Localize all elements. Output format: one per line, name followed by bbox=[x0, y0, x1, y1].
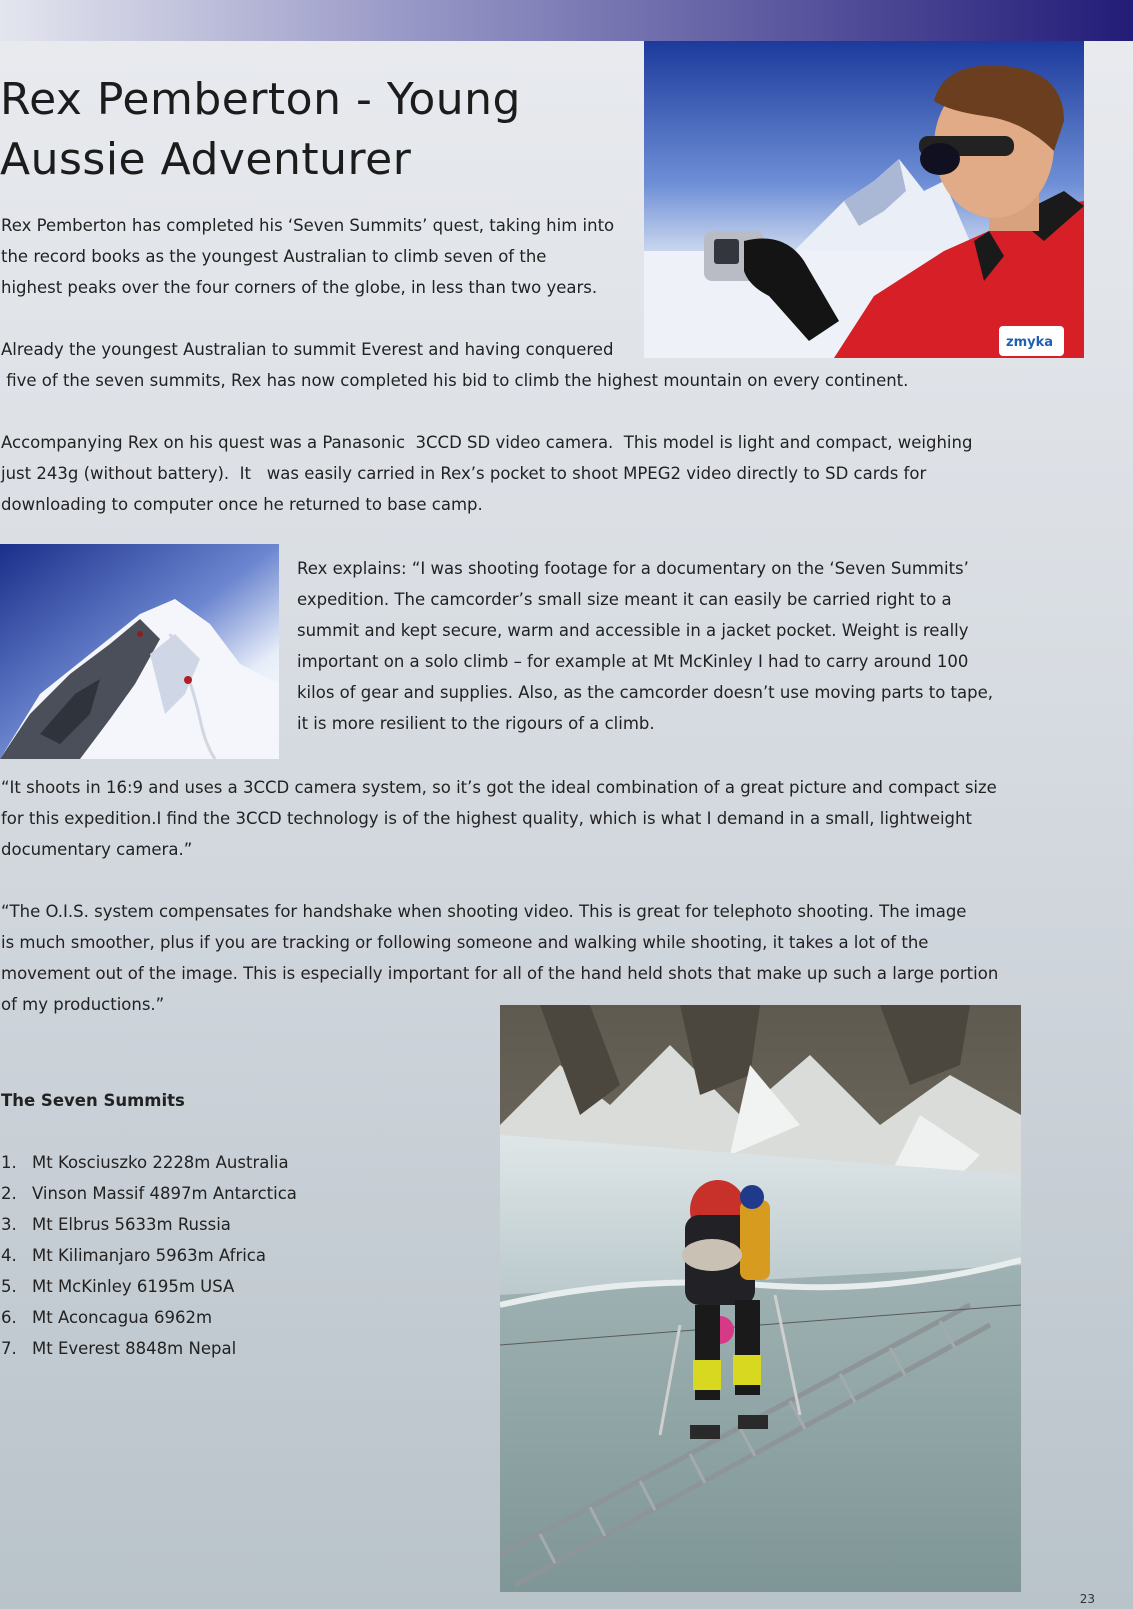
text-line: Accompanying Rex on his quest was a Panasonic 3CCD SD video camera. This model is light and compact, weighing bbox=[1, 433, 973, 452]
text-line: documentary camera.” bbox=[1, 840, 193, 859]
text-line: five of the seven summits, Rex has now completed his bid to climb the highest mountain on every continent. bbox=[1, 371, 909, 390]
text-line: highest peaks over the four corners of the globe, in less than two years. bbox=[1, 278, 598, 297]
text-line: “It shoots in 16:9 and uses a 3CCD camera system, so it’s got the ideal combination of a great picture and compact size bbox=[1, 778, 997, 797]
quote-paragraph-3 bbox=[1, 896, 998, 1020]
list-item: 2. Vinson Massif 4897m Antarctica bbox=[1, 1184, 297, 1203]
quote-paragraph-1 bbox=[297, 553, 993, 739]
list-item: 4. Mt Kilimanjaro 5963m Africa bbox=[1, 1246, 266, 1265]
summits-paragraph bbox=[1, 334, 908, 396]
page-number: 23 bbox=[1079, 1592, 1095, 1606]
list-item: 7. Mt Everest 8848m Nepal bbox=[1, 1339, 237, 1358]
list-item: 3. Mt Elbrus 5633m Russia bbox=[1, 1215, 231, 1234]
text-line: expedition. The camcorder’s small size meant it can easily be carried right to a bbox=[297, 590, 952, 609]
text-line: the record books as the youngest Australian to climb seven of the bbox=[1, 247, 547, 266]
text-line: Rex explains: “I was shooting footage for a documentary on the ‘Seven Summits’ bbox=[297, 559, 969, 578]
text-line: just 243g (without battery). It was easily carried in Rex’s pocket to shoot MPEG2 video directly to SD cards for bbox=[1, 464, 927, 483]
list-item: 6. Mt Aconcagua 6962m bbox=[1, 1308, 213, 1327]
quote-paragraph-2 bbox=[1, 772, 997, 865]
photo-climber-with-camera bbox=[644, 41, 1084, 358]
intro-paragraph bbox=[1, 210, 614, 303]
list-item: 1. Mt Kosciuszko 2228m Australia bbox=[1, 1153, 289, 1172]
title-line-2: Aussie Adventurer bbox=[0, 134, 412, 185]
jacket-logo-text: zmyka bbox=[1006, 335, 1054, 350]
camera-paragraph bbox=[1, 427, 972, 520]
text-line: summit and kept secure, warm and accessible in a jacket pocket. Weight is really bbox=[297, 621, 969, 640]
title-line-1: Rex Pemberton - Young bbox=[0, 74, 521, 125]
photo-summit-ridge bbox=[0, 544, 279, 759]
text-line: for this expedition.I find the 3CCD technology is of the highest quality, which is what I demand in a small, lightweight bbox=[1, 809, 972, 828]
text-line: kilos of gear and supplies. Also, as the camcorder doesn’t use moving parts to tape, bbox=[297, 683, 993, 702]
text-line: Rex Pemberton has completed his ‘Seven Summits’ quest, taking him into bbox=[1, 216, 615, 235]
summits-list-title: The Seven Summits bbox=[1, 1091, 185, 1110]
header-gradient-bar bbox=[0, 0, 1133, 41]
text-line: is much smoother, plus if you are tracking or following someone and walking while shooting, it takes a lot of the bbox=[1, 933, 929, 952]
text-line: Already the youngest Australian to summit Everest and having conquered bbox=[1, 340, 614, 359]
text-line: it is more resilient to the rigours of a climb. bbox=[297, 714, 655, 733]
text-line: of my productions.” bbox=[1, 995, 165, 1014]
text-line: movement out of the image. This is especially important for all of the hand held shots that make up such a large portion bbox=[1, 964, 999, 983]
photo-ladder-crossing bbox=[500, 1005, 1021, 1592]
list-item: 5. Mt McKinley 6195m USA bbox=[1, 1277, 235, 1296]
article-title bbox=[0, 70, 521, 190]
text-line: “The O.I.S. system compensates for handshake when shooting video. This is great for telephoto shooting. The image bbox=[1, 902, 967, 921]
text-line: downloading to computer once he returned to base camp. bbox=[1, 495, 483, 514]
text-line: important on a solo climb – for example at Mt McKinley I had to carry around 100 bbox=[297, 652, 969, 671]
summits-list bbox=[1, 1147, 297, 1364]
